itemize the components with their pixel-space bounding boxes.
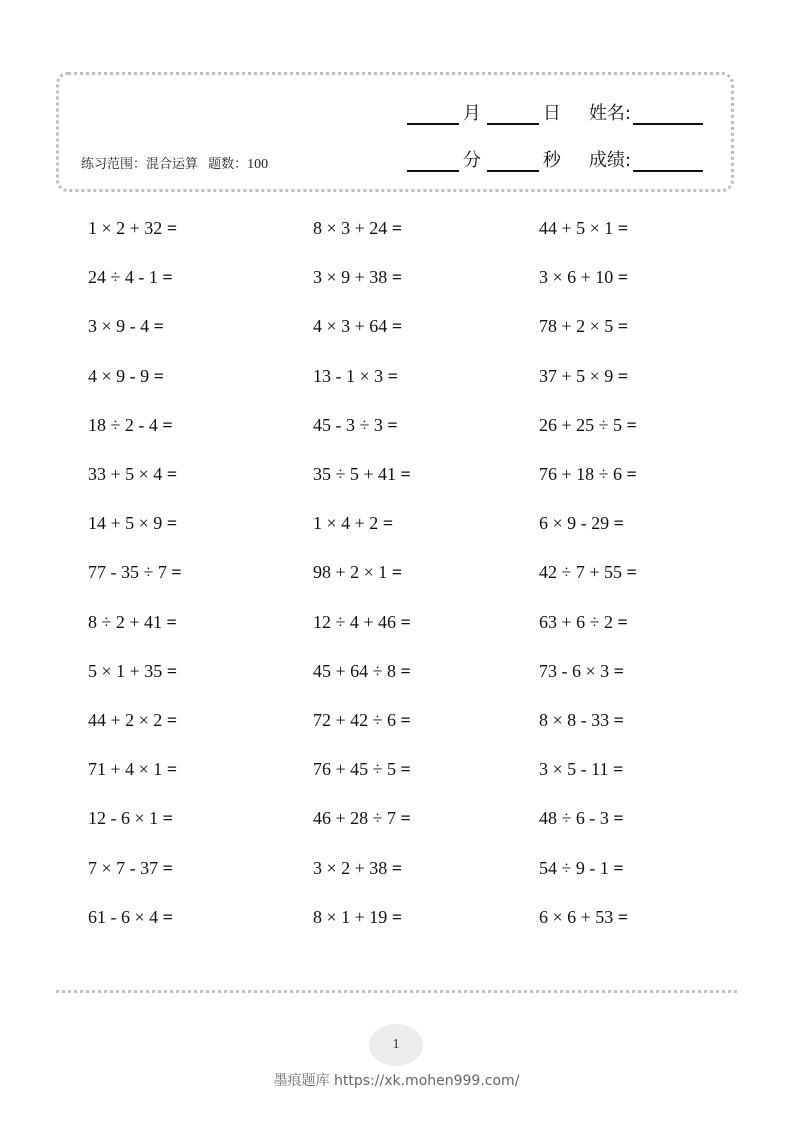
problem-expression: 45 + 64 ÷ 8 [313, 660, 397, 681]
equals-sign: = [162, 414, 173, 435]
problem-expression: 3 × 6 + 10 [539, 267, 614, 288]
equals-sign: = [166, 759, 178, 780]
equals-sign: = [166, 513, 178, 534]
time-score-row [407, 146, 707, 172]
equals-sign: = [617, 365, 629, 386]
problem-expression: 73 - 6 × 3 [539, 660, 610, 681]
problem-row [88, 302, 728, 351]
equals-sign: = [612, 759, 624, 780]
problem-expression: 44 + 5 × 1 [539, 218, 614, 239]
minute-label: 分 [462, 150, 481, 171]
problem-item [88, 562, 313, 583]
score-label: 成绩: [588, 150, 631, 171]
problem-expression: 6 × 9 - 29 [539, 513, 610, 534]
problem-item [88, 366, 313, 387]
problem-expression: 1 × 2 + 32 [88, 218, 163, 239]
equals-sign: = [613, 808, 624, 829]
problem-expression: 48 ÷ 6 - 3 [539, 808, 609, 829]
problem-expression: 76 + 18 ÷ 6 [539, 464, 623, 485]
problem-item [88, 218, 313, 239]
problem-item [313, 907, 539, 928]
problem-item [313, 759, 539, 780]
equals-sign: = [387, 365, 398, 386]
problem-expression: 1 × 4 + 2 [313, 513, 379, 534]
problem-item [88, 316, 313, 337]
problem-grid [88, 204, 728, 942]
problem-row [88, 696, 728, 745]
second-label: 秒 [542, 150, 561, 171]
problem-item [313, 858, 539, 879]
problem-expression: 12 ÷ 4 + 46 [313, 611, 397, 632]
equals-sign: = [400, 709, 411, 730]
second-blank[interactable] [487, 150, 539, 172]
equals-sign: = [400, 464, 411, 485]
equals-sign: = [613, 513, 624, 534]
problem-item [88, 808, 313, 829]
problem-expression: 13 - 1 × 3 [313, 365, 384, 386]
footer-source: 墨痕题库 https://xk.mohen999.com/ [273, 1073, 520, 1089]
problem-row [88, 647, 728, 696]
problem-item [88, 464, 313, 485]
equals-sign: = [387, 414, 398, 435]
equals-sign: = [162, 267, 173, 288]
problem-row [88, 548, 728, 597]
problem-item [313, 366, 539, 387]
equals-sign: = [153, 365, 164, 386]
equals-sign: = [400, 660, 411, 681]
problem-item [539, 415, 728, 436]
problem-expression: 77 - 35 ÷ 7 [88, 562, 167, 583]
problem-item [88, 415, 313, 436]
problem-expression: 5 × 1 + 35 [88, 660, 163, 681]
problem-expression: 44 + 2 × 2 [88, 709, 163, 730]
problem-item [88, 858, 313, 879]
problem-expression: 8 ÷ 2 + 41 [88, 611, 163, 632]
problem-item [539, 562, 728, 583]
minute-blank[interactable] [407, 150, 459, 172]
problem-row [88, 401, 728, 450]
equals-sign: = [617, 611, 628, 632]
problem-item [313, 513, 539, 534]
equals-sign: = [166, 709, 178, 730]
problem-expression: 14 + 5 × 9 [88, 513, 163, 534]
name-blank[interactable] [633, 103, 703, 125]
problem-expression: 18 ÷ 2 - 4 [88, 414, 158, 435]
equals-sign: = [617, 267, 629, 288]
problem-row [88, 450, 728, 499]
equals-sign: = [626, 414, 637, 435]
equals-sign: = [166, 660, 178, 681]
header-box [56, 72, 734, 192]
problem-item [539, 366, 728, 387]
problem-expression: 33 + 5 × 4 [88, 464, 163, 485]
problem-item [539, 316, 728, 337]
date-name-row [407, 99, 707, 125]
problem-expression: 71 + 4 × 1 [88, 759, 163, 780]
equals-sign: = [171, 562, 182, 583]
problem-expression: 61 - 6 × 4 [88, 906, 159, 927]
equals-sign: = [391, 267, 403, 288]
problem-expression: 42 ÷ 7 + 55 [539, 562, 623, 583]
equals-sign: = [391, 218, 403, 239]
problem-expression: 35 ÷ 5 + 41 [313, 464, 397, 485]
score-blank[interactable] [633, 150, 703, 172]
problem-item [88, 907, 313, 928]
equals-sign: = [400, 611, 411, 632]
equals-sign: = [391, 906, 403, 927]
problem-item [88, 612, 313, 633]
problem-expression: 8 × 8 - 33 [539, 709, 610, 730]
problem-expression: 26 + 25 ÷ 5 [539, 414, 623, 435]
practice-scope [81, 153, 268, 173]
problem-expression: 7 × 7 - 37 [88, 857, 159, 878]
problem-item [539, 858, 728, 879]
problem-item [88, 661, 313, 682]
equals-sign: = [153, 316, 164, 337]
problem-item [313, 464, 539, 485]
problem-expression: 46 + 28 ÷ 7 [313, 808, 397, 829]
problem-expression: 4 × 9 - 9 [88, 365, 150, 386]
name-label: 姓名: [588, 103, 631, 124]
equals-sign: = [400, 759, 411, 780]
problem-row [88, 794, 728, 843]
problem-item [88, 710, 313, 731]
day-blank[interactable] [487, 103, 539, 125]
problem-expression: 3 × 5 - 11 [539, 759, 609, 780]
equals-sign: = [617, 218, 629, 239]
problem-expression: 45 - 3 ÷ 3 [313, 414, 383, 435]
equals-sign: = [613, 709, 624, 730]
problem-item [88, 513, 313, 534]
page-number: 1 [369, 1024, 423, 1066]
problem-expression: 98 + 2 × 1 [313, 562, 388, 583]
equals-sign: = [391, 562, 403, 583]
problem-item [313, 710, 539, 731]
problem-expression: 8 × 3 + 24 [313, 218, 388, 239]
problem-expression: 4 × 3 + 64 [313, 316, 388, 337]
equals-sign: = [166, 464, 178, 485]
problem-row [88, 499, 728, 548]
equals-sign: = [166, 218, 178, 239]
problem-row [88, 893, 728, 942]
problem-expression: 12 - 6 × 1 [88, 808, 159, 829]
problem-item [539, 464, 728, 485]
problem-expression: 76 + 45 ÷ 5 [313, 759, 397, 780]
equals-sign: = [626, 562, 637, 583]
equals-sign: = [391, 857, 403, 878]
problem-row [88, 843, 728, 892]
problem-expression: 8 × 1 + 19 [313, 906, 388, 927]
problem-row [88, 204, 728, 253]
problem-expression: 37 + 5 × 9 [539, 365, 614, 386]
equals-sign: = [617, 906, 629, 927]
problem-expression: 3 × 2 + 38 [313, 857, 388, 878]
month-label: 月 [462, 103, 481, 124]
problem-expression: 6 × 6 + 53 [539, 906, 614, 927]
problem-item [313, 808, 539, 829]
problem-row [88, 745, 728, 794]
problem-item [539, 218, 728, 239]
equals-sign: = [162, 808, 173, 829]
equals-sign: = [400, 808, 411, 829]
problem-expression: 3 × 9 + 38 [313, 267, 388, 288]
problem-item [539, 513, 728, 534]
equals-sign: = [613, 857, 624, 878]
problem-item [539, 808, 728, 829]
problem-expression: 54 ÷ 9 - 1 [539, 857, 609, 878]
count-label: 题数： [208, 157, 248, 172]
problem-item [88, 759, 313, 780]
problem-expression: 24 ÷ 4 - 1 [88, 267, 158, 288]
problem-item [313, 661, 539, 682]
problem-item [313, 415, 539, 436]
equals-sign: = [617, 316, 629, 337]
day-label: 日 [542, 103, 561, 124]
problem-item [313, 218, 539, 239]
problem-item [539, 612, 728, 633]
problem-item [539, 710, 728, 731]
problem-row [88, 352, 728, 401]
problem-item [88, 267, 313, 288]
problem-item [313, 612, 539, 633]
problem-item [539, 907, 728, 928]
problem-expression: 78 + 2 × 5 [539, 316, 614, 337]
equals-sign: = [613, 660, 624, 681]
count-value: 100 [247, 157, 269, 172]
equals-sign: = [391, 316, 403, 337]
problem-item [313, 267, 539, 288]
problem-item [313, 562, 539, 583]
equals-sign: = [162, 906, 173, 927]
problem-item [539, 267, 728, 288]
equals-sign: = [166, 611, 177, 632]
footer-divider [56, 990, 737, 993]
month-blank[interactable] [407, 103, 459, 125]
problem-expression: 63 + 6 ÷ 2 [539, 611, 614, 632]
equals-sign: = [382, 513, 394, 534]
problem-row [88, 598, 728, 647]
problem-row [88, 253, 728, 302]
problem-item [313, 316, 539, 337]
problem-expression: 3 × 9 - 4 [88, 316, 150, 337]
scope-text: 练习范围：混合运算 [81, 157, 199, 172]
equals-sign: = [626, 464, 637, 485]
equals-sign: = [162, 857, 173, 878]
problem-item [539, 759, 728, 780]
problem-expression: 72 + 42 ÷ 6 [313, 709, 397, 730]
problem-item [539, 661, 728, 682]
